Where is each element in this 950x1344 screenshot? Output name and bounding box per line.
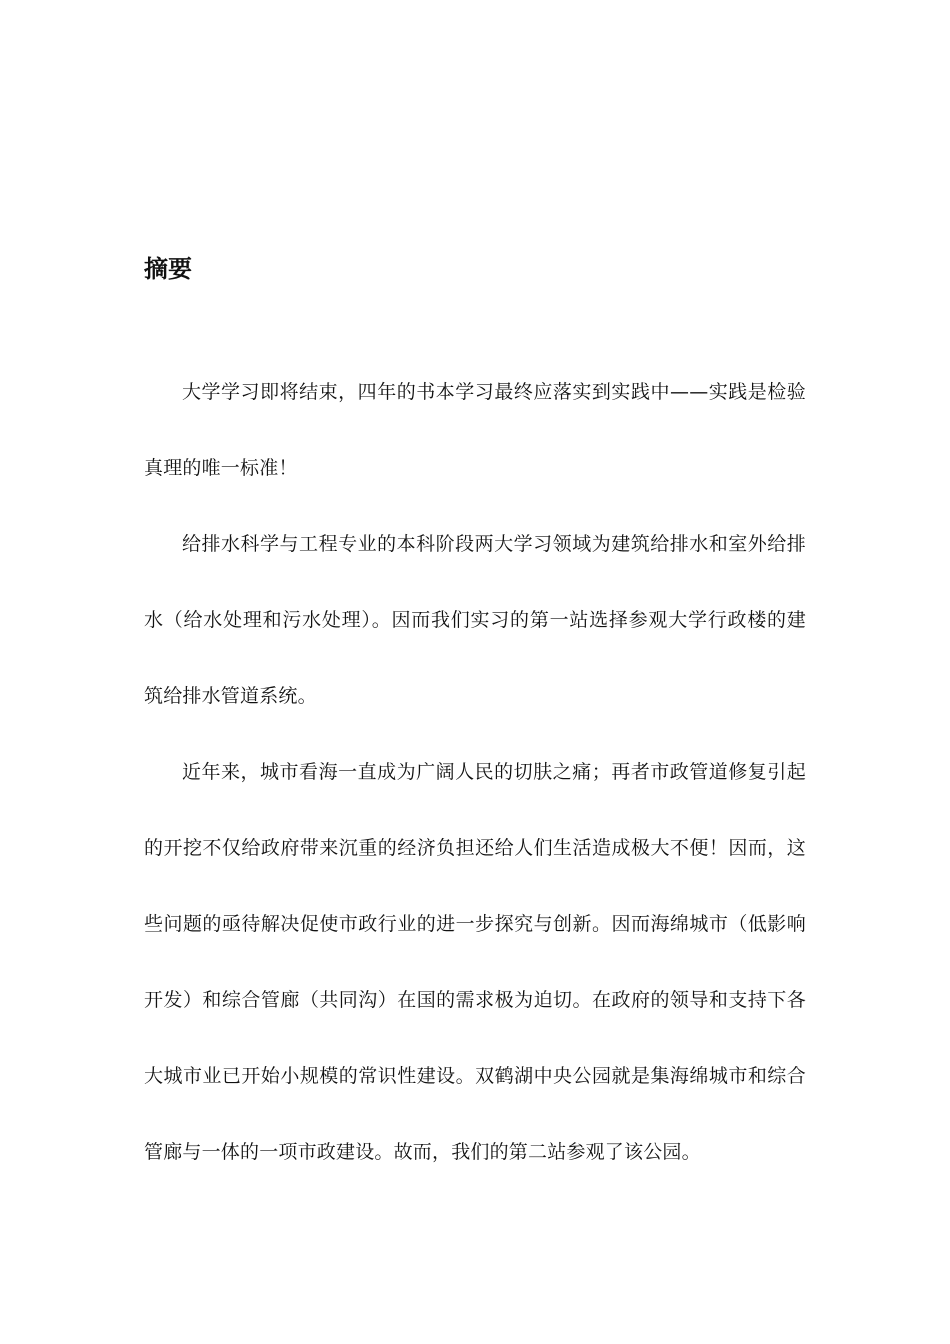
paragraph-1: 大学学习即将结束，四年的书本学习最终应落实到实践中——实践是检验真理的唯一标准！	[144, 381, 806, 479]
abstract-body	[144, 354, 806, 1190]
page-title: 摘要	[144, 255, 192, 283]
paragraph-2: 给排水科学与工程专业的本科阶段两大学习领域为建筑给排水和室外给排水（给水处理和污水处理）。因而我们实习的第一站选择参观大学行政楼的建筑给排水管道系统。	[144, 533, 806, 707]
paragraph-3: 近年来，城市看海一直成为广阔人民的切肤之痛；再者市政管道修复引起的开挖不仅给政府带来沉重的经济负担还给人们生活造成极大不便！因而，这些问题的亟待解决促使市政行业的进一步探究与创新。因而海绵城市（低影响开发）和综合管廊（共同沟）在国的需求极为迫切。在政府的领导和支持下各大城市业已开始小规模的常识性建设。双鹤湖中央公园就是集海绵城市和综合管廊与一体的一项市政建设。故而，我们的第二站参观了该公园。	[144, 761, 806, 1163]
